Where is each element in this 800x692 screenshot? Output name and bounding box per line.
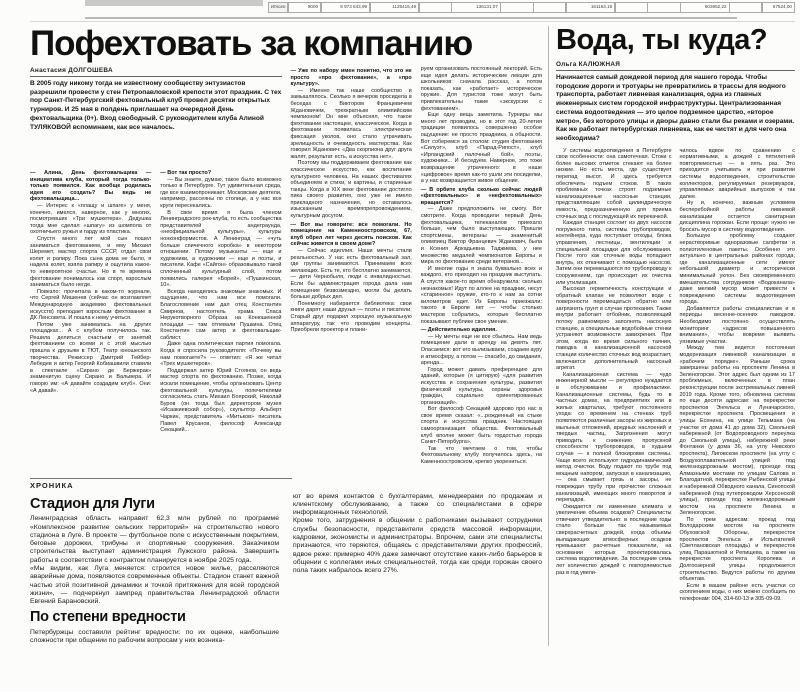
article-water-lede: Начинается самый дождевой период для нашего города. Чтобы городские дороги и тротуары не превратились в трассы для водного транспорта, работает ливневая канализация, одна из главных инженерных систем городской инфраструктуры. Централизованная система водоотведения — это целое подземное царство, «второе метро», без которого улицы и дворы давно стали бы реками и озерами. Как же работает петербургская ливневка, как ее чистят и для чего она необходима? xyxy=(556,74,795,142)
article-fencing-byline: Анастасия ДОЛГОШЕВА xyxy=(30,66,282,77)
paragraph: Поэтому мы поддерживаем фехтование как классическое искусство, как воспитание культурного человека. На наших фестивалях объединяем и стихи, и картины, и старинные танцы. Когда в XIX веке фехтование достигло пика своего развития, оно уже не имело прикладного назначения, но оставалось изысканным времяпрепровождением, культурным досугом. xyxy=(290,160,412,220)
paragraph: — Ну мечты еще не все сбылись. Нам ведь помещение дали в аренду на девять лет. Опасаемся: вот его вылизываем, создаем ауру и атмосферу, а потом — спасибо, до свидания, аренда... xyxy=(420,333,542,367)
article-fencing-column-3 xyxy=(291,66,412,466)
page-content xyxy=(30,26,795,646)
chronicle-rule xyxy=(30,478,292,479)
interview-question: — Уже по набору имен понятно, что это не просто «про фехтование», а «про культуру». xyxy=(290,68,412,88)
paragraph: Так что мечтаем о том, чтобы Фехтовальному клубу получилось здесь, на Каменноостровском, крепко укорениться. xyxy=(420,445,542,466)
page-top-strip xyxy=(0,0,800,22)
paragraph: Спустя много лет мой сын пошел заниматься фехтованием, и ему Михаил Шеремет, мастер спорта СССР, отдал свои колет и рапиру. Пока сына дома не было, я надела колет, взяла рапиру и ощутила какое-то невероятное счастье. Но в те времена фехтование понималось как спорт, взрослым заниматься было негде. xyxy=(30,235,152,289)
paragraph: Поддержал актер Юрий Стоянов, он ведь мастер спорта по фехтованию. Позже, когда искали помещение, чтобы организовать Центр фехтовальной культуры, попечителями согласились стать Михаил Боярский, Николай Буров (он тогда был директором музея «Исаакиевский собор»), скульптор Альберт Чаркин, представитель «Митьков» писатель Павел Крусанов, философ Александр Секацкий... xyxy=(160,367,282,434)
article-fencing xyxy=(30,26,542,646)
article-fencing-body xyxy=(30,66,542,466)
paragraph: Повезло: прочитала в каком-то журнале, что Сергей Мишенев (сейчас он возглавляет Международную академию фехтовальных искусств) преподает взрослым фехтование в ДК Ленсовета. И пошла к нему учиться. xyxy=(30,288,152,322)
paragraph: По трем адресам: проезд под Володарским мостом на проспекте Обуховской Обороны, перекресток проспектов Энгельса и Испытателей (Светлановская площадь) и перекресток улиц Парашютной и Репищева, а также на перекрестке проспекта Королева и Долгоозерной улицы продолжается строительство. Ведутся работы по другим объектам. xyxy=(679,516,795,583)
paragraph: Всегда находились знакомые знакомых. И ощущение, что нам все помогали. Благословение нам дал отец Константин Смирнов, настоятель храма Спаса Нерукотворного Образа на Конюшенной площади — там отпевали Пушкина. Отец Константин сам актер и фехтовальщик-саблист. xyxy=(160,288,282,341)
article-fencing-intro xyxy=(30,66,282,164)
paragraph: чилось вдвое по сравнению с нормативными, а дождей с пятилетней повторяемостью — в пять раз. Это приходится учитывать и при развитии системы водоотведения, строительстве коллекторов, регулируемых резервуаров, управляемых аварийных выпусков и так далее. xyxy=(679,147,795,200)
top-divider-rule xyxy=(85,17,737,19)
totals-cell: 67524,00 xyxy=(762,2,795,13)
paragraph: — Именно так наше сообщество и замышлялось. Сколько я вечеров просидела в беседах с Виктором Францевичем Ждановичем, трехкратным олимпийским чемпионом! Он мне объяснял, что такое фехтование настоящее, классическое. Когда в фехтовании появилась электрическая фиксация уколов, оно стало утрачивать зрелищность и очевидность мастерства. Как говорил Жданович: «Два скорпиона друг друга жалят, результат есть, а искусства нет». xyxy=(290,87,412,160)
article-fencing-lede: В 2005 году никому тогда не известному сообществу энтузиастов разрешили провести у стен Петропавловской крепости этот праздник. С тех пор Санкт-Петербургский фехтовальный клуб провел десятки открытых турниров. И 25 мая в полдень приглашает на очередной День фехтовальщика (0+). Вход свободный. С руководителем клуба Алиной ТУЛЯКОВОЙ вспоминаем, как все началось. xyxy=(30,80,282,131)
paragraph: И многие годы я знала буквально всех и каждого, кто приходил на праздник выступать. А спустя какое-то время обнаружила: сколько незнакомых! Идут по аллее на праздник, несут «старинное» оружие, кто-то к нам за сотни километров едет. Из Европы приезжали: такого в Европе нет — чтобы столько мастеров собрались, которые бесплатно показывают публике свое умение. xyxy=(420,265,542,325)
article-water-column-1 xyxy=(556,148,672,603)
paragraph: В свое время я была членом Ленинградского рок-клуба, то есть сообщества представителей андеграунда, «неофициальной культуры», культуры нонконформистов. А Ленинград — «чуть больше спичечного коробка» в некотором отношении. Потому музыканты — еще и художники, а художники — еще и поэты, и писатели. Кафе «Сайгон» образовывало такой сплоченный культурный слой, потом появились галерея «Борей», «Пушкинская, 10». xyxy=(160,209,282,289)
article-water xyxy=(548,26,795,646)
paragraph: Потом уже занималась на других площадках... А с клубом получилось так. Решила делиться счастьем от занятий фехтованием со всеми и с этой мыслью пришла к друзьям в ТЮТ, Театр юношеского творчества. Режиссер Дмитрий Тейбер-Лебедев и актер Георгий Кобиашвили ставили в спектакле «Сирано де Бержерак» знаменитую сцену Сирано и Вальвера. И говорю им: «А давайте создадим клуб». Они: «А давай». xyxy=(30,321,152,394)
paragraph: — Вы знаете, думаю, такое было возможно только в Петербурге. Тут удивительная среда, где все взаимопроникает. Московские деятели, например, рассеяны по столице, а у нас все круги пересекались. xyxy=(160,176,282,210)
paragraph: — Даже предположить не смогу. Вот смотрите. Когда проводили первый День фехтовальщика, телеканалов приехало больше, чем было выступающих. Пришли спортсмены, ветераны — знаменитый олимпиец Виктор Францевич Жданович, была и Ксения Аркадьевна Таджиева, у нее множество медалей чемпионатов Европы и мира по фехтованию среди ветеранов... xyxy=(420,206,542,266)
totals-cell xyxy=(729,2,762,13)
interview-question: — Вот так просто? xyxy=(160,170,212,177)
paragraph: Петербуржцы составили рейтинг вредности: по их оценке, наибольшие сложности при общении по рабочим вопросам у них возника- xyxy=(30,629,279,645)
article-water-column-2 xyxy=(680,148,796,603)
chronicle-item-title: По степени вредности xyxy=(30,609,186,626)
totals-cell xyxy=(500,2,533,13)
paragraph: руем организовать постоянный лекторий. Есть еще идея делать исторические лекции для школьников: сначала рассказ, а потом показать, как «работает» историческое оружие. Для туристов тоже могут быть привлекательны такие «экскурсии с фехтованием». xyxy=(420,66,542,112)
article-fencing-column-1 xyxy=(30,168,151,466)
paragraph: ют во время контактов с бухгалтерами, менеджерами по продажам и клиентскому обслуживанию, а также со специалистами в сфере информационных технологий. xyxy=(293,492,542,517)
paragraph: Даже одна политическая партия помогала. Когда я спросила руководителя: «Почему вы нам помогаете?» — ответил: «Я же читал «Трех мушкетеров». xyxy=(160,341,282,368)
chronicle-item-title: Стадион для Луги xyxy=(30,495,155,512)
article-fencing-headline: Пофехтовать за компанию xyxy=(30,24,473,63)
totals-cell: 9000 xyxy=(288,2,321,13)
article-fencing-column-2 xyxy=(160,168,281,466)
interview-question: — Вот вы говорите: все помогали. Но помещение на Каменноостровском, 67, клуб обрел лет через десять поисков. Как сейчас живется в своем доме? xyxy=(290,221,412,248)
totals-cell: 161163,19 xyxy=(566,2,616,13)
article-water-headline: Вода, ты куда? xyxy=(556,24,768,56)
paragraph: Канализационная система — чудо инженерной мысли — регулярно нуждается в обслуживании и профилактике. Канализационные системы, будь то в частных домах, на предприятиях или в жилых кварталах, требуют постоянного ухода: со временем на стенках труб появляются различные засоры из жировых и мыльных отложений, вредных наслоений и твердых частиц. Загрязнения могут приводить к снижению пропускной способности трубопроводов, в худшем случае — к полной блокировке системы. Чаще всего используют гидродинамический метод очистки. Воду подают по трубе под мощным напором, запуская в канализацию, — она смывает грязь и засоры, не повреждая трубу при прочистке сложных канализаций, имеющих много поворотов и перепадов. xyxy=(556,371,672,504)
paragraph: Высокая герметичность конструкции и обратный клапан не позволяют воде с поверхности перемещаться обратно или загрязнять грунт в случае протекания. Также внутри работает отбойник, позволяющий потоку равномерно заполнять насосную станцию, а специальные водобойные стенки устраняют возможности завихрения. При этом, когда во время сильного таяния, паводка в канализационной насосной станции количество сточных вод возрастает, включается дополнительный насосный агрегат. xyxy=(556,286,672,372)
totals-cell: 136131,07 xyxy=(451,2,501,13)
paragraph: Ну и, конечно, важным условием бесперебойной работы ливневой канализации остается санитарная дисциплина горожан. Если проще: нужно не бросать мусор в систему водоотведения. xyxy=(679,200,795,233)
paragraph: Ленинградская область направит 62,3 млн рублей по программе «Комплексное развитие сельских территорий» на строительство нового стадиона в Луге. В проекте — футбольное поле с искусственным покрытием, беговые дорожки, трибуны и спортивные сооружения. Заказчиком строительства выступает администрация Лужского района. Завершить работы в соответствии с контрактом планируется в ноябре 2025 года. xyxy=(30,515,279,564)
paragraph: — Интерес к «плащу и шпаге» у меня, конечно, имелся, наверное, как у многих, посмотревших «Три мушкетера». Дедушка тогда мне сделал «шпагу» из шомпола от охотничьего ружья и гарду из пластика. xyxy=(30,203,152,236)
interview-question: — В орбите клуба сколько сейчас людей «фехтовальных» и «нефехтовальных» вращается? xyxy=(420,186,542,206)
scan-remnant-bar xyxy=(85,0,263,6)
chronicle-body xyxy=(30,493,542,646)
chronicle-column-left xyxy=(30,493,279,646)
totals-cell xyxy=(615,2,648,13)
article-water-byline: Ольга КАЛЮЖНАЯ xyxy=(556,60,795,71)
totals-label: Итого xyxy=(268,2,288,13)
totals-cell: 603952,22 xyxy=(680,2,730,13)
chronicle-column-right xyxy=(293,493,542,646)
paragraph: Еще одну вещь заметила. Турниры мы много лет проводим, но в этот год 20-летия традиции появилось совершенно особое ощущение: не просто праздника, а общности. Вот соберемся за столом: студия фехтования «Силуэт», клуб «Парад-Рипост», клуб «Ирландский палочный бой», поэты, художники... И беседуем. Наверное, это тоже возвращение утраченного: в наше «цифровое» время как-то ушли эти посиделки, а у нас возвращается живое общение. xyxy=(420,112,542,185)
chronicle-label: ХРОНИКА xyxy=(30,480,74,490)
page-divider-rule xyxy=(30,21,795,22)
totals-cell xyxy=(647,2,680,13)
paragraph: У системы водоотведения в Петербурге свои особенности: она самотечная. Стоки с более высоких отметок стекают на более низкие. Но есть места, где существует перепад высот. И здесь требуется обеспечить подъем стоков. В таких проблемных точках строят подземные канализационные насосные станции, представляющие собой цилиндрическую емкость, предназначенную для приема сточных вод с последующей их перекачкой. xyxy=(556,147,672,220)
paragraph: Между тем ведется постоянная модернизация ливневой канализации в «рабочем порядке». Раньше срока завершены работы на проспекте Ленина в Зеленогорске. Этот адрес был одним из 17 проблемных, включенных в план реконструкции после экстремальных ливней 2019 года. Кроме того, обновлена система по еще десяти адресам: на перекрестке проспектов Энгельса и Луначарского, перекрестке проспекта Просвещения и улицы Есенина, на улице Тельмана (на участке от дома 41 до дома 32), Смольной набережной (от Водопроводного переулка до Смольной улицы), набережной реки Фонтанки (у дома 36, на углу Невского проспекта), Лиговском проспекте (на углу с Воздухоплавательной улицей под железнодорожным мостом), проезде под Алмазными мостами по улицам Салова и Благодатной, перекрестке Рыбинской улицы и набережной Обводного канала, Синопской набережной (под путепроводом Херсонской улицы), проезде под железнодорожным мостом на проспекте Ленина в Зеленогорске. xyxy=(679,345,795,517)
paragraph: — Сейчас идиллия. Наши мечты стали реальностью. У нас есть фехтовальный зал, где группы занимаются. Принимаем всех желающих. Есть те, кто бесплатно занимается, — дети Чернобыля, люди с инвалидностью. Если бы администрация города дала нам помещение безвозмездно, могли бы делать больше добрых дел. xyxy=(290,248,412,301)
paragraph: Если в вашем районе есть участки со скоплением воды, о них можно сообщить по телефонам: 004, 314-60-13 и 305-09-09. xyxy=(679,582,795,602)
paragraph: Понемногу набирается библиотека: свои книги дарят наши друзья — поэты и писатели. Старый друг подарил хорошую музыкальную аппаратуру, так что проводим концерты. Приобрели проектор и плани- xyxy=(290,300,412,334)
interview-question: — Алина, День фехтовальщика — инициатива клуба, который тогда только-только появился. Как вообще родилась идея его создать? Вы ведь не фехтовальщица... xyxy=(30,170,152,203)
totals-cell xyxy=(533,2,566,13)
totals-table xyxy=(268,2,795,13)
paragraph: Каждая станция состоит из двух насосов погружного типа, системы трубопроводов, контейнера, куда поступают отходы, блока управления, лестницы, вентиляции и специальной площадки для обслуживания. После того как сточные воды попадают внутрь, их откачивают с помощью насосов. Затем они перемещаются по трубопроводу к сооружениям, где происходит их очистка или утилизация. xyxy=(556,220,672,286)
paragraph: Большую проблему создают нерастворимые одноразовые салфетки и полиэтиленовые пакеты. Особенно это актуально в центральных районах города, где канализационные сети имеют небольшой диаметр и исторически минимальный уклон. Без своевременного вмешательства сотрудников «Водоканала» даже мелкий мусор может привести к повреждению системы водоотведения города. xyxy=(679,233,795,306)
paragraph: Добавляется работы специалистам и в периоды весенне-осенних паводков. Необходимо постоянно осуществлять мониторинг «адресов повышенного внимания», чтобы вовремя выявить уязвимые участки. xyxy=(679,305,795,345)
chronicle-section xyxy=(30,478,542,646)
totals-cells xyxy=(288,2,795,13)
interview-question: — Действительно идиллия. xyxy=(420,327,497,334)
paragraph: Кроме того, затруднения в общении с работниками вызывают сотрудники службы безопасности, представители средств массовой информации, кадровики, экономисты и администраторы. Впрочем, сами эти специалисты признаются, что теряются, общаясь с представителями других профессий, вдвое реже: примерно 40% даже замечают отсутствие каких-либо барьеров в общении с коллегами иных специальностей, тогда как среди горожан своего пола таких набралось всего 27%. xyxy=(293,517,542,575)
paragraph: Вот философ Секацкий здорово про нас в свое время сказал: «...рожденный на стыке спорта и искусства праздник. Настоящая самоорганизация общества. Фехтовальный клуб вполне может быть гордостью города Санкт-Петербурга». xyxy=(420,406,542,446)
paragraph: Ожидается ли изменение климата и увеличение объема осадков? Специалисты отвечают утвердительно: в последние годы стало больше так называемых сверхрасчетных дождей, когда объемы выпадающих атмосферных осадков превышают расчетные показатели, на основании которых проектировалась система водоотведения. За последние семь лет количество дождей с повторяемостью раз в год увели- xyxy=(556,503,672,576)
totals-cell xyxy=(419,2,452,13)
article-fencing-column-4 xyxy=(421,66,542,466)
paragraph: Город может давать преференцию для зданий, которые (я цитирую) «для развития искусства и сохранения культуры, развития физической культуры, охраны здоровья граждан, социально ориентированных организаций». xyxy=(420,366,542,406)
totals-cell: 8 973 643,99 xyxy=(321,2,371,13)
totals-cell: 1125415,49 xyxy=(370,2,420,13)
paragraph: «Мы видим, как Луга меняется: строится новое жилье, расселяются аварийные дома, появляются современные объекты. Стадион станет важной частью этой позитивной динамики и точкой притяжения для всей городской жизни», — подчеркнул зампред правительства Ленинградской области Евгений Барановский. xyxy=(30,565,279,606)
article-water-body xyxy=(556,148,795,603)
